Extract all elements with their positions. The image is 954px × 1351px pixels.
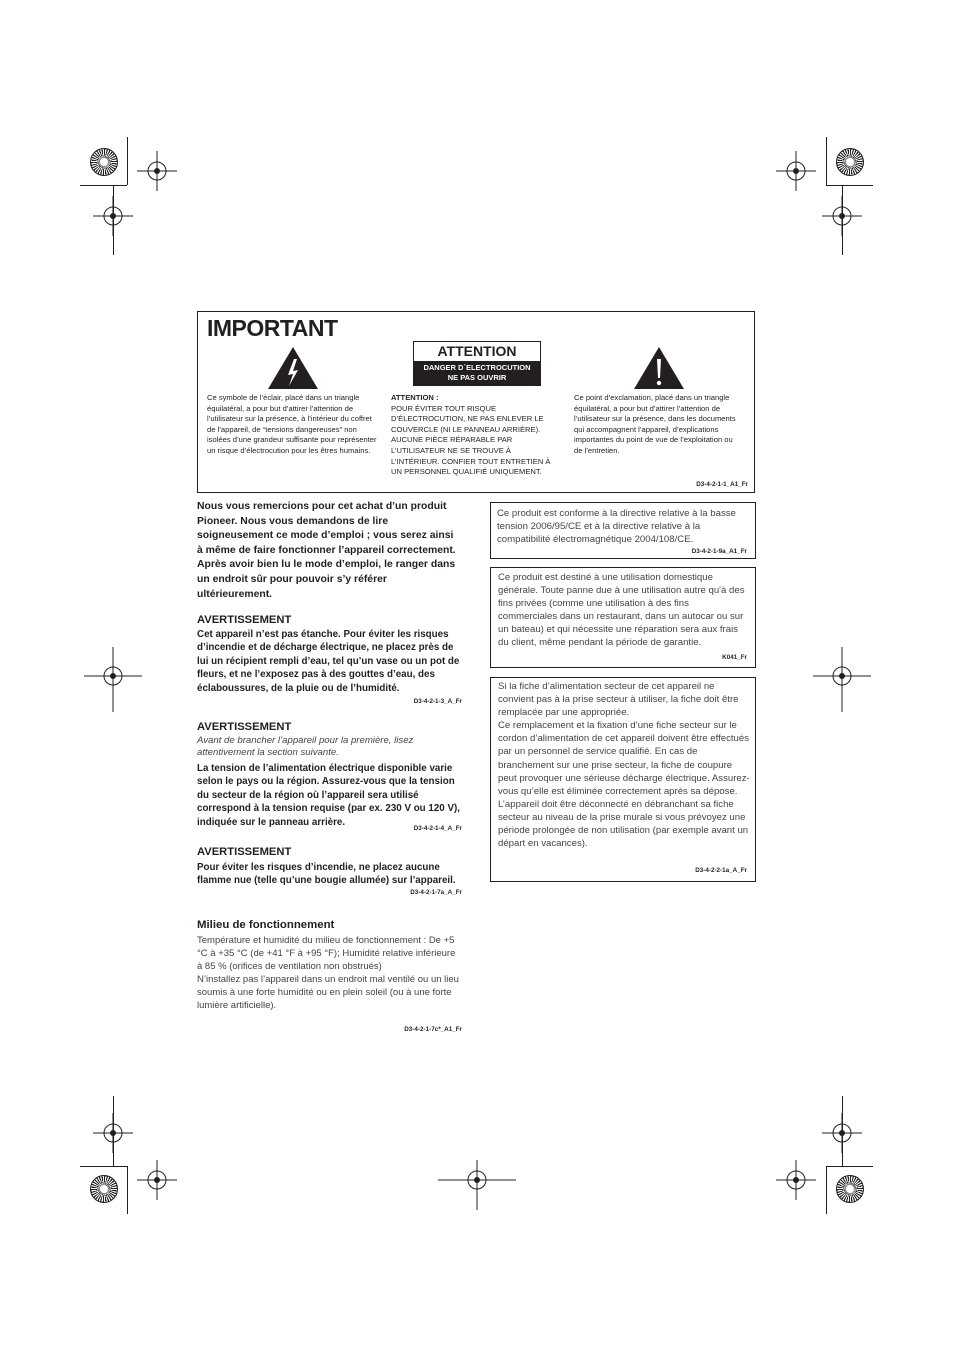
plug-text-p1: Si la fiche d’alimentation secteur de cet appareil ne convient pas à la prise secteur à utiliser, la fiche doit être remplacée par une appropriée.: [498, 681, 739, 719]
warning-text: Cet appareil n’est pas étanche. Pour éviter les risques d’incendie et de décharge électrique, ne placez près de lui un récipient rempli d’eau, tel qu’un vase ou un pot de fleurs, et ne l’exposez pas à des gouttes d’eau, des éclaboussures, de la pluie ou de l’humidité.: [197, 629, 460, 694]
doc-code: D3-4-2-1-9a_A1_Fr: [691, 548, 747, 555]
attention-description-text: POUR ÉVITER TOUT RISQUE D’ÉLECTROCUTION, NE PAS ENLEVER LE COUVERCLE (NI LE PANNEAU ARRIÈRE). AUCUNE PIÈCE RÉPARABLE PAR L’UTILISATEUR NE SE TROUVE À L’INTÉRIEUR. CONFIER TOUT ENTRETIEN À UN PERSONNEL QUALIFIÉ UNIQUEMENT.: [391, 403, 551, 477]
doc-code: D3-4-2-1-3_A_Fr: [413, 698, 462, 705]
attention-description: [391, 393, 561, 478]
plug-text-p2: Ce remplacement et la fixation d’une fiche secteur sur le cordon d’alimentation de cet appareil doivent être effectués par un personnel de service qualifié. En cas de branchement sur une prise secteur, la fiche de coupure peut provoquer une sérieuse décharge électrique. Assurez-vous qu’elle est éliminée correctement après sa dépose.: [498, 720, 750, 797]
warning-text: La tension de l’alimentation électrique disponible varie selon le pays ou la région. Assurez-vous que la tension du secteur de la région où l’appareil sera utilisé correspond à la tension requise (par ex. 230 V ou 120 V), indiquée sur le panneau arrière.: [197, 763, 460, 828]
exclamation-warning-icon: [633, 346, 685, 390]
attention-description-label: ATTENTION :: [391, 393, 439, 402]
compliance-box: [490, 502, 756, 559]
lightning-description: Ce symbole de l’éclair, placé dans un triangle équilatéral, a pour but d’attirer l’attention de l’utilisateur sur la présence, à l’intérieur du coffret de l’appareil, de “tensions dangereuses” non isolées d’une grandeur suffisante pour représenter un risque d’électrocution pour les êtres humains.: [207, 393, 377, 455]
doc-code: D3-4-2-1-7c*_A1_Fr: [404, 1026, 462, 1033]
warning-intro-italic: Avant de brancher l’appareil pour la première, lisez attentivement la section suivante.: [197, 735, 414, 759]
exclamation-description: Ce point d’exclamation, placé dans un triangle équilatéral, a pour but d’attirer l’attention de l’utilisateur sur la présence, dans les documents qui accompagnent l’appareil, d’explications importantes du point de vue de l’exploitation ou de l’entretien.: [574, 393, 736, 455]
attention-label: ATTENTION: [414, 342, 540, 361]
page-title: IMPORTANT: [207, 315, 338, 341]
doc-code: D3-4-2-1-7a_A_Fr: [410, 889, 462, 896]
environment-placement: N’installez pas l’appareil dans un endroit mal ventilé ou un lieu soumis à une forte humidité ou en plein soleil (ou à une forte lumière artificielle).: [197, 974, 459, 1012]
doc-code: K041_Fr: [722, 654, 747, 661]
doc-code: D3-4-2-2-1a_A_Fr: [695, 867, 747, 874]
plug-box: [490, 677, 756, 882]
registration-mark-icon: [813, 647, 871, 712]
attention-sublabel: [414, 361, 540, 385]
section-heading: Milieu de fonctionnement: [197, 919, 335, 931]
compliance-text: Ce produit est conforme à la directive relative à la basse tension 2006/95/CE et à la directive relative à la compatibilité électromagnétique 2004/108/CE.: [497, 508, 736, 546]
doc-code: D3-4-2-1-4_A_Fr: [413, 825, 462, 832]
warning-heading: AVERTISSEMENT: [197, 721, 292, 733]
warning-heading: AVERTISSEMENT: [197, 614, 292, 626]
attention-sub-line1: DANGER D´ELECTROCUTION: [423, 363, 531, 372]
warning-heading: AVERTISSEMENT: [197, 846, 292, 858]
usage-text: Ce produit est destiné à une utilisation domestique générale. Toute panne due à une utilisation autre qu'à des fins privées (comme une utilisation à des fins commerciales dans un restaurant, dans un autocar ou sur un bateau) et qui nécessite une réparation sera aux frais du client, même pendant la période de garantie.: [498, 572, 745, 649]
usage-box: [490, 567, 756, 668]
registration-mark-icon: [438, 1160, 516, 1210]
lightning-warning-icon: [267, 346, 319, 390]
warning-text: Pour éviter les risques d’incendie, ne placez aucune flamme nue (telle qu’une bougie allumée) sur l’appareil.: [197, 862, 456, 887]
attention-sub-line2: NE PAS OUVRIR: [447, 373, 507, 382]
environment-text: [197, 934, 463, 1013]
intro-paragraph: Nous vous remercions pour cet achat d’un produit Pioneer. Nous vous demandons de lire soigneusement ce mode d’emploi ; vous serez ainsi à même de faire fonctionner l’appareil correctement. Après avoir bien lu le mode d’emploi, le ranger dans un endroit sûr pour pouvoir s’y référer ultérieurement.: [197, 501, 456, 600]
doc-code: D3-4-2-1-1_A1_Fr: [696, 481, 748, 488]
registration-mark-icon: [84, 647, 142, 712]
plug-text: [498, 680, 752, 850]
environment-conditions: Température et humidité du milieu de fonctionnement : De +5 °C à +35 °C (de +41 °F à +95 °F); Humidité relative inférieure à 85 % (orifices de ventilation non obstrués): [197, 935, 456, 973]
plug-text-p3: L’appareil doit être déconnecté en débranchant sa fiche secteur au niveau de la prise murale si vous prévoyez une période prolongée de non utilisation (par exemple avant un départ en vacances).: [498, 798, 749, 850]
